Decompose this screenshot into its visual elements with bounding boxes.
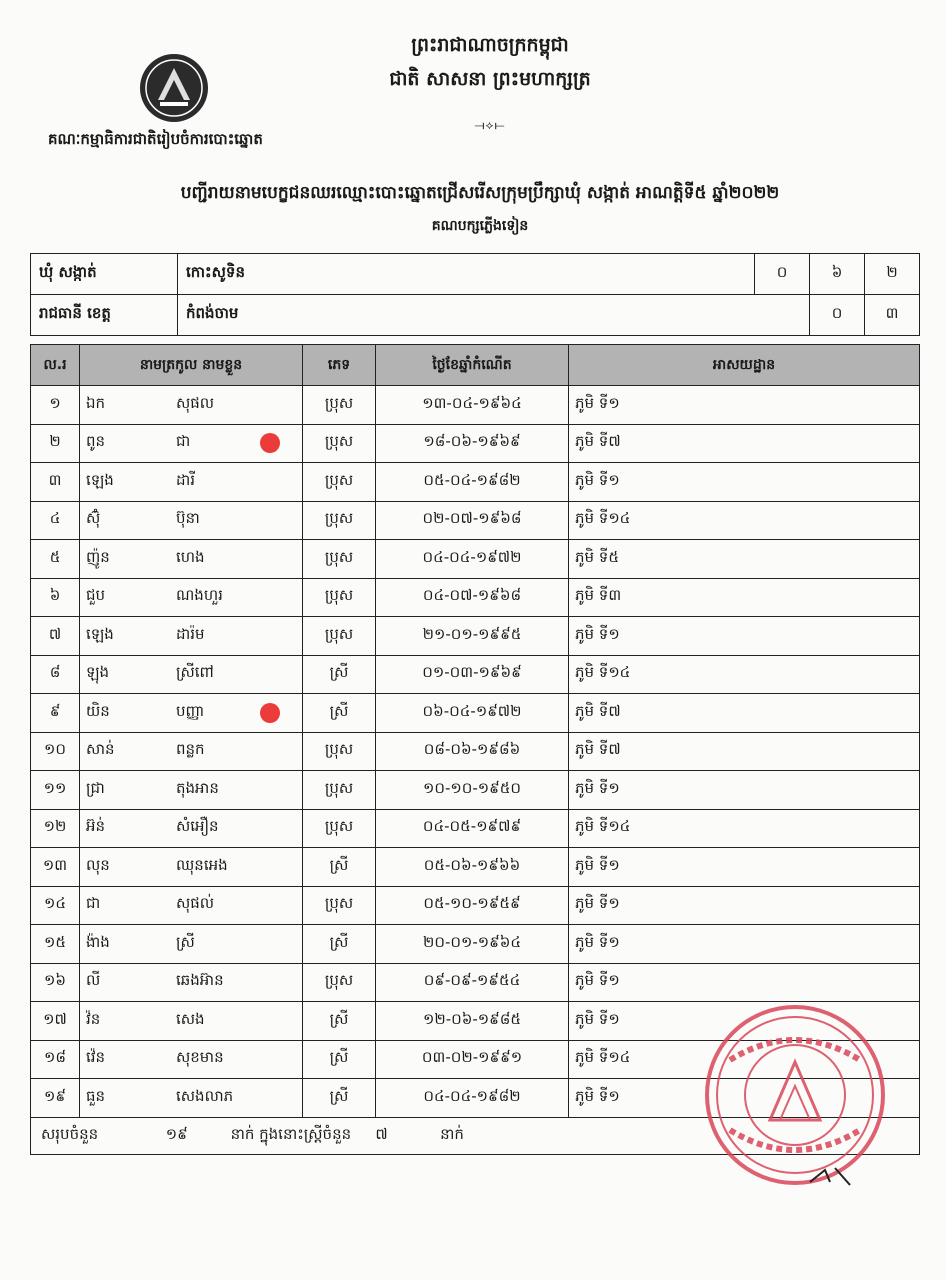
date-of-birth: [376, 694, 569, 733]
row-number-text: ១១: [43, 778, 67, 797]
given-name: [170, 963, 303, 1002]
given-name-text: ដារ៉ម: [176, 624, 205, 643]
table-row: [31, 963, 920, 1002]
row-number: [31, 886, 80, 925]
given-name-text: សុខមាន: [176, 1048, 224, 1067]
sex: [303, 694, 376, 733]
given-name-text: ណងហួរ: [176, 586, 223, 605]
row-number: [31, 694, 80, 733]
sex-text: ស្រី: [329, 1048, 349, 1067]
sex-text: ប្រុស: [324, 432, 354, 451]
address-text: ភូមិ ទី៧: [575, 740, 621, 759]
summary-women-count: ៧: [375, 1124, 388, 1143]
sex-text: ប្រុស: [324, 624, 354, 643]
province-label: រាជធានី ខេត្ត: [31, 295, 178, 336]
row-number-text: ១៥: [44, 932, 66, 951]
commune-code-digit: ៦: [810, 254, 865, 295]
family-name-text: ស៊ុំ: [86, 509, 101, 528]
address-text: ភូមិ ទី៣: [575, 586, 622, 605]
sex: [303, 501, 376, 540]
given-name: [170, 694, 303, 733]
sex-text: ប្រុស: [324, 740, 354, 759]
family-name: [80, 809, 171, 848]
family-name: [80, 578, 171, 617]
date-of-birth: [376, 1079, 569, 1118]
official-seal-icon: [700, 1000, 890, 1190]
sex: [303, 540, 376, 579]
red-mark-dot: [260, 433, 280, 453]
row-number-text: ១៤: [44, 894, 66, 913]
address: [569, 809, 920, 848]
family-name: [80, 501, 171, 540]
party-name: គណបក្សភ្លើងទៀន: [431, 218, 529, 234]
commune-code-digit: ០: [755, 254, 810, 295]
date-of-birth-text: ០៥-១០-១៩៥៩: [423, 894, 521, 913]
row-number-text: ១៩: [44, 1086, 66, 1105]
family-name-text: ឡុង: [86, 663, 110, 682]
table-row: [31, 386, 920, 425]
row-number: [31, 848, 80, 887]
date-of-birth: [376, 463, 569, 502]
address-text: ភូមិ ទី១: [575, 1086, 620, 1105]
nec-emblem-icon: [138, 52, 210, 124]
family-name: [80, 463, 171, 502]
sex-text: ប្រុស: [324, 586, 354, 605]
red-mark-dot: [260, 703, 280, 723]
date-of-birth: [376, 1002, 569, 1041]
table-row: [31, 694, 920, 733]
family-name: [80, 886, 171, 925]
address: [569, 694, 920, 733]
province-code-digit: ០: [810, 295, 865, 336]
sex: [303, 1002, 376, 1041]
date-of-birth-text: ០៤-០៥-១៩៧៩: [422, 817, 522, 836]
family-name-text: ឡេង: [86, 624, 114, 643]
family-name: [80, 848, 171, 887]
address: [569, 617, 920, 656]
header-no: ល.រ: [31, 345, 80, 386]
address: [569, 386, 920, 425]
sex: [303, 424, 376, 463]
address: [569, 848, 920, 887]
row-number-text: ៤: [49, 509, 61, 528]
family-name: [80, 771, 171, 810]
date-of-birth-text: ០៤-០៤-១៩៧២: [422, 547, 522, 566]
address-text: ភូមិ ទី៧: [575, 701, 621, 720]
family-name-text: ញ៉ូន: [86, 547, 110, 566]
family-name-text: លុន: [86, 855, 110, 874]
commune-code-digit: ២: [865, 254, 920, 295]
address: [569, 732, 920, 771]
row-number-text: ៦: [49, 586, 61, 605]
sex: [303, 963, 376, 1002]
given-name: [170, 848, 303, 887]
sex-text: ប្រុស: [324, 547, 354, 566]
row-number-text: ១៦: [44, 971, 66, 990]
date-of-birth: [376, 1040, 569, 1079]
family-name: [80, 617, 171, 656]
sex: [303, 886, 376, 925]
family-name-text: លី: [86, 971, 101, 990]
address-text: ភូមិ ទី១៤: [575, 509, 631, 528]
date-of-birth: [376, 809, 569, 848]
date-of-birth-text: ២០-០១-១៩៦៤: [423, 932, 521, 951]
summary-total: ១៩: [165, 1124, 188, 1143]
address: [569, 540, 920, 579]
date-of-birth: [376, 424, 569, 463]
sex: [303, 771, 376, 810]
family-name-text: ឯក: [86, 393, 106, 412]
row-number-text: ៨: [49, 663, 61, 682]
given-name-text: ជា: [176, 432, 191, 451]
row-number-text: ៥: [49, 547, 61, 566]
row-number: [31, 617, 80, 656]
family-name-text: វ៉េន: [86, 1048, 106, 1067]
address-text: ភូមិ ទី១: [575, 470, 620, 489]
sex: [303, 1079, 376, 1118]
family-name-text: ធួន: [86, 1086, 106, 1105]
address-text: ភូមិ ទី១៤: [575, 1048, 631, 1067]
given-name: [170, 578, 303, 617]
address: [569, 771, 920, 810]
given-name: [170, 1040, 303, 1079]
given-name: [170, 655, 303, 694]
date-of-birth: [376, 771, 569, 810]
date-of-birth: [376, 925, 569, 964]
summary-label: សរុបចំនួន: [41, 1124, 99, 1143]
address: [569, 578, 920, 617]
row-number: [31, 386, 80, 425]
header-dob: ថ្ងៃខែឆ្នាំកំណើត: [376, 345, 569, 386]
sex-text: ស្រី: [329, 855, 349, 874]
row-number: [31, 501, 80, 540]
family-name: [80, 1040, 171, 1079]
address-text: ភូមិ ទី១: [575, 894, 620, 913]
row-number: [31, 1002, 80, 1041]
date-of-birth-text: ២១-០១-១៩៩៥: [422, 624, 522, 643]
commune-name: កោះសូទិន: [178, 254, 755, 295]
kingdom-header: [330, 28, 650, 96]
committee-name: គណៈកម្មាធិការជាតិរៀបចំការបោះឆ្នោត: [48, 130, 263, 148]
date-of-birth-text: ០៩-០៩-១៩៥៤: [423, 971, 521, 990]
given-name-text: តុងអាន: [176, 778, 219, 797]
date-of-birth-text: ០៦-០៤-១៩៧២: [422, 701, 522, 720]
sex-text: ប្រុស: [324, 470, 354, 489]
date-of-birth-text: ១៨-០៦-១៩៦៩: [423, 432, 521, 451]
given-name-text: ស្រី: [176, 932, 195, 951]
family-name-text: សាន់: [86, 740, 115, 759]
row-number-text: ១៣: [42, 855, 68, 874]
address: [569, 886, 920, 925]
address: [569, 963, 920, 1002]
province-row: [31, 295, 920, 336]
given-name: [170, 463, 303, 502]
sex-text: ស្រី: [329, 1086, 349, 1105]
date-of-birth-text: ០៤-០៤-១៩៨២: [423, 1086, 521, 1105]
address: [569, 501, 920, 540]
address-text: ភូមិ ទី១: [575, 855, 620, 874]
address-text: ភូមិ ទី៥: [575, 547, 619, 566]
sex-text: ប្រុស: [324, 393, 354, 412]
date-of-birth: [376, 732, 569, 771]
row-number-text: ២: [49, 432, 61, 451]
date-of-birth: [376, 540, 569, 579]
date-of-birth-text: ១៣-០៤-១៩៦៤: [422, 393, 522, 412]
given-name: [170, 809, 303, 848]
family-name: [80, 1079, 171, 1118]
date-of-birth-text: ០២-០៧-១៩៦៨: [422, 509, 522, 528]
commune-row: [31, 254, 920, 295]
family-name-text: ជា: [86, 894, 101, 913]
address-text: ភូមិ ទី១: [575, 393, 620, 412]
given-name-text: សំអឿន: [176, 817, 219, 836]
row-number: [31, 540, 80, 579]
family-name: [80, 424, 171, 463]
sex-text: ស្រី: [329, 663, 349, 682]
family-name: [80, 1002, 171, 1041]
location-info-table: [30, 253, 920, 336]
table-row: [31, 424, 920, 463]
sex: [303, 809, 376, 848]
row-number-text: ១: [49, 393, 61, 412]
summary-unit: នាក់: [440, 1124, 464, 1143]
address: [569, 655, 920, 694]
table-row: [31, 925, 920, 964]
given-name-text: សេង: [176, 1009, 205, 1028]
row-number: [31, 1079, 80, 1118]
family-name-text: ជ្រា: [86, 778, 105, 797]
date-of-birth: [376, 655, 569, 694]
given-name-text: សេងលាភ: [176, 1086, 234, 1105]
row-number: [31, 771, 80, 810]
date-of-birth: [376, 886, 569, 925]
national-motto: ជាតិ សាសនា ព្រះមហាក្សត្រ: [389, 68, 591, 90]
address-text: ភូមិ ទី១៤: [575, 663, 631, 682]
row-number: [31, 578, 80, 617]
family-name: [80, 925, 171, 964]
given-name: [170, 925, 303, 964]
table-row: [31, 617, 920, 656]
row-number: [31, 809, 80, 848]
province-name: កំពង់ចាម: [178, 295, 810, 336]
row-number: [31, 463, 80, 502]
table-row: [31, 578, 920, 617]
row-number: [31, 1040, 80, 1079]
given-name-text: ស្រីពៅ: [176, 663, 214, 682]
table-row: [31, 886, 920, 925]
table-header-row: [31, 345, 920, 386]
row-number-text: ៣: [48, 470, 62, 489]
row-number-text: ១៧: [43, 1009, 67, 1028]
header-sex: ភេទ: [303, 345, 376, 386]
row-number-text: ៧: [48, 624, 62, 643]
date-of-birth: [376, 848, 569, 887]
table-row: [31, 732, 920, 771]
address-text: ភូមិ ទី១: [575, 971, 620, 990]
family-name: [80, 655, 171, 694]
row-number: [31, 925, 80, 964]
given-name-text: ហេង: [176, 547, 205, 566]
date-of-birth: [376, 386, 569, 425]
date-of-birth-text: ០១-០៣-១៩៦៩: [422, 663, 522, 682]
sex-text: ស្រី: [329, 1009, 349, 1028]
row-number-text: ១៨: [44, 1048, 66, 1067]
row-number: [31, 963, 80, 1002]
date-of-birth: [376, 501, 569, 540]
row-number: [31, 655, 80, 694]
family-name-text: ជួប: [86, 586, 106, 605]
date-of-birth-text: ០៨-០៦-១៩៨៦: [423, 740, 521, 759]
address-text: ភូមិ ទី១: [575, 932, 620, 951]
sex-text: ប្រុស: [324, 778, 354, 797]
given-name-text: ដារី: [176, 470, 196, 489]
address-text: ភូមិ ទី១: [575, 624, 620, 643]
given-name-text: សុផល: [176, 393, 215, 412]
sex-text: ប្រុស: [324, 817, 354, 836]
family-name-text: ឡេង: [86, 470, 114, 489]
family-name-text: ង៉ាង: [86, 932, 110, 951]
given-name: [170, 540, 303, 579]
sex: [303, 578, 376, 617]
table-row: [31, 655, 920, 694]
given-name-text: សុផល់: [176, 894, 215, 913]
sex-text: ស្រី: [329, 932, 349, 951]
date-of-birth-text: ១០-១០-១៩៥០: [423, 778, 521, 797]
address-text: ភូមិ ទី១: [575, 778, 620, 797]
document-title: បញ្ជីរាយនាមបេក្ខជនឈរឈ្មោះបោះឆ្នោតជ្រើសរើសក្រុមប្រឹក្សាឃុំ សង្កាត់ អាណត្តិទី៥ ឆ្នាំ២០២២: [180, 183, 780, 203]
table-row: [31, 501, 920, 540]
given-name-text: បញ្ញា: [176, 701, 205, 720]
sex: [303, 617, 376, 656]
sex: [303, 655, 376, 694]
given-name: [170, 617, 303, 656]
sex: [303, 848, 376, 887]
table-row: [31, 809, 920, 848]
date-of-birth: [376, 963, 569, 1002]
table-row: [31, 771, 920, 810]
row-number-text: ១២: [43, 817, 67, 836]
commune-label: ឃុំ សង្កាត់: [31, 254, 178, 295]
row-number-text: ៩: [49, 701, 61, 720]
sex: [303, 463, 376, 502]
family-name: [80, 963, 171, 1002]
table-row: [31, 848, 920, 887]
family-name: [80, 732, 171, 771]
given-name: [170, 886, 303, 925]
address: [569, 925, 920, 964]
row-number: [31, 732, 80, 771]
given-name-text: ឆេងអ៊ាន: [176, 971, 224, 990]
date-of-birth: [376, 617, 569, 656]
address: [569, 463, 920, 502]
sex-text: ស្រី: [329, 701, 349, 720]
date-of-birth: [376, 578, 569, 617]
family-name-text: យិន: [86, 701, 110, 720]
table-row: [31, 463, 920, 502]
sex-text: ប្រុស: [324, 971, 354, 990]
family-name: [80, 386, 171, 425]
sex: [303, 386, 376, 425]
address-text: ភូមិ ទី៧: [575, 432, 621, 451]
family-name: [80, 694, 171, 733]
given-name-text: ពន្លក: [176, 740, 205, 759]
address-text: ភូមិ ទី១: [575, 1009, 620, 1028]
date-of-birth-text: ០៥-០៦-១៩៦៦: [423, 855, 521, 874]
row-number-text: ១០: [44, 740, 66, 759]
date-of-birth-text: ០៤-០៧-១៩៦៨: [422, 586, 522, 605]
date-of-birth-text: ០៣-០២-១៩៩១: [421, 1048, 523, 1067]
row-number: [31, 424, 80, 463]
family-name-text: ពូន: [86, 432, 106, 451]
given-name: [170, 501, 303, 540]
given-name: [170, 1079, 303, 1118]
sex-text: ប្រុស: [324, 894, 354, 913]
address-text: ភូមិ ទី១៤: [575, 817, 631, 836]
ornament-divider: ⟞⟡⟝: [474, 118, 506, 132]
date-of-birth-text: ១២-០៦-១៩៨៥: [423, 1009, 521, 1028]
given-name-text: ឈុនអេង: [176, 855, 228, 874]
kingdom-name: ព្រះរាជាណាចក្រកម្ពុជា: [411, 34, 569, 56]
header-address: អាសយដ្ឋាន: [569, 345, 920, 386]
sex: [303, 1040, 376, 1079]
address: [569, 424, 920, 463]
sex: [303, 925, 376, 964]
table-row: [31, 540, 920, 579]
header-name: នាមត្រកូល នាមខ្លួន: [80, 345, 303, 386]
province-code-digit: ៣: [865, 295, 920, 336]
family-name-text: វ៉ន: [86, 1009, 101, 1028]
given-name: [170, 424, 303, 463]
sex-text: ប្រុស: [324, 509, 354, 528]
given-name: [170, 1002, 303, 1041]
sex: [303, 732, 376, 771]
given-name: [170, 386, 303, 425]
given-name: [170, 732, 303, 771]
given-name: [170, 771, 303, 810]
family-name: [80, 540, 171, 579]
family-name-text: អ៊ន់: [86, 817, 106, 836]
date-of-birth-text: ០៥-០៤-១៩៨២: [423, 470, 521, 489]
summary-women-label: នាក់ ក្នុងនោះស្ត្រីចំនួន: [230, 1124, 352, 1143]
given-name-text: ប៊ុនា: [176, 509, 200, 528]
